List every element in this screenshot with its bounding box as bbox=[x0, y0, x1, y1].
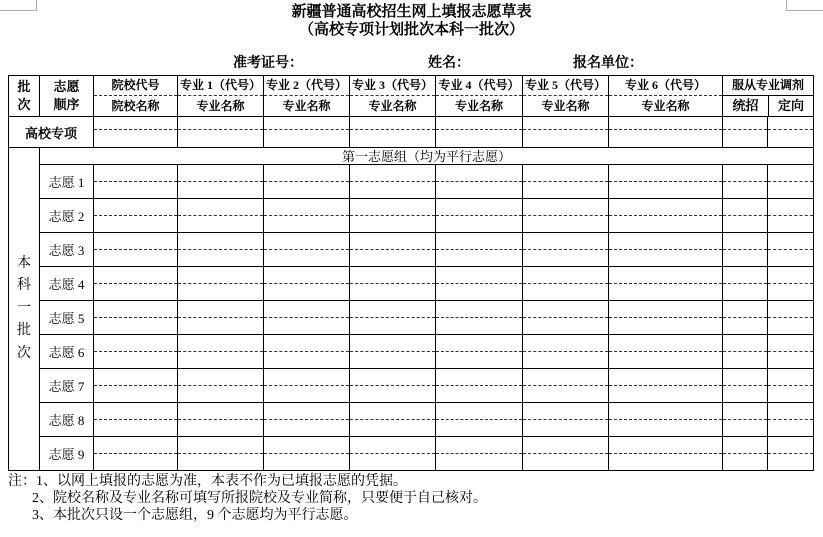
entry-cell bbox=[264, 199, 350, 233]
entry-cell bbox=[350, 335, 436, 369]
major-5-header-cell bbox=[523, 76, 609, 117]
entry-cell bbox=[350, 437, 436, 471]
entry-cell bbox=[178, 369, 264, 403]
entry-cell bbox=[178, 117, 264, 148]
group-header-label: 第一志愿组（均为平行志愿） bbox=[40, 148, 814, 165]
preference-row-3 bbox=[9, 233, 814, 267]
preference-row-label: 志愿 7 bbox=[40, 369, 94, 403]
entry-cell bbox=[94, 437, 178, 471]
entry-cell bbox=[264, 437, 350, 471]
major-5-code-label: 专业 5（代号） bbox=[523, 76, 608, 96]
order-header-cell bbox=[40, 76, 94, 117]
entry-cell bbox=[94, 267, 178, 301]
major-5-name-label: 专业名称 bbox=[541, 99, 590, 113]
entry-cell bbox=[264, 301, 350, 335]
entry-cell bbox=[178, 301, 264, 335]
preference-row-8 bbox=[9, 403, 814, 437]
major-1-name-label: 专业名称 bbox=[196, 99, 245, 113]
exam-number-label: 准考证号： bbox=[233, 54, 303, 70]
entry-cell bbox=[609, 403, 723, 437]
entry-cell bbox=[523, 233, 609, 267]
preference-row-label: 志愿 8 bbox=[40, 403, 94, 437]
footnote-2: 2、院校名称及专业名称可填写所报院校及专业简称，只要便于自己核对。 bbox=[32, 491, 487, 506]
group-header-row bbox=[9, 148, 814, 165]
preference-row-6 bbox=[9, 335, 814, 369]
entry-cell bbox=[523, 117, 609, 148]
entry-cell bbox=[436, 267, 523, 301]
preference-row-1 bbox=[9, 165, 814, 199]
entry-cell bbox=[723, 369, 768, 403]
entry-cell bbox=[264, 233, 350, 267]
major-2-name-label: 专业名称 bbox=[282, 99, 331, 113]
entry-cell bbox=[436, 117, 523, 148]
entry-cell bbox=[723, 403, 768, 437]
entry-cell bbox=[350, 233, 436, 267]
preference-row-5 bbox=[9, 301, 814, 335]
entry-cell bbox=[436, 437, 523, 471]
major-4-name-label: 专业名称 bbox=[454, 99, 503, 113]
entry-cell bbox=[723, 233, 768, 267]
preference-row-9 bbox=[9, 437, 814, 471]
entry-cell bbox=[523, 369, 609, 403]
special-program-label: 高校专项 bbox=[9, 117, 94, 148]
entry-cell bbox=[768, 199, 814, 233]
entry-cell bbox=[264, 403, 350, 437]
entry-cell bbox=[436, 369, 523, 403]
batch-side-cell bbox=[9, 148, 40, 471]
major-4-header-cell bbox=[436, 76, 523, 117]
entry-cell bbox=[609, 437, 723, 471]
entry-cell bbox=[350, 117, 436, 148]
entry-cell bbox=[723, 267, 768, 301]
entry-cell bbox=[523, 301, 609, 335]
entry-cell bbox=[350, 165, 436, 199]
entry-cell bbox=[436, 301, 523, 335]
major-3-name-label: 专业名称 bbox=[368, 99, 417, 113]
entry-cell bbox=[523, 165, 609, 199]
preference-row-2 bbox=[9, 199, 814, 233]
adjustment-header-cell bbox=[723, 76, 814, 117]
special-program-row bbox=[9, 117, 814, 148]
preference-row-label: 志愿 9 bbox=[40, 437, 94, 471]
entry-cell bbox=[178, 403, 264, 437]
entry-cell bbox=[523, 199, 609, 233]
name-label: 姓名： bbox=[428, 54, 470, 70]
entry-cell bbox=[178, 267, 264, 301]
entry-cell bbox=[768, 437, 814, 471]
entry-cell bbox=[436, 233, 523, 267]
preference-row-7 bbox=[9, 369, 814, 403]
entry-cell bbox=[350, 403, 436, 437]
entry-cell bbox=[436, 165, 523, 199]
entry-cell bbox=[264, 369, 350, 403]
batch-header-cell bbox=[9, 76, 40, 117]
entry-cell bbox=[523, 335, 609, 369]
major-2-code-label: 专业 2（代号） bbox=[264, 76, 349, 96]
preference-row-label: 志愿 5 bbox=[40, 301, 94, 335]
form-subtitle: （高校专项计划批次本科一批次） bbox=[298, 21, 524, 38]
entry-cell bbox=[94, 233, 178, 267]
entry-cell bbox=[436, 403, 523, 437]
entry-cell bbox=[436, 335, 523, 369]
header-row bbox=[9, 76, 814, 117]
preference-row-label: 志愿 4 bbox=[40, 267, 94, 301]
entry-cell bbox=[609, 369, 723, 403]
entry-cell bbox=[94, 117, 178, 148]
entry-cell bbox=[609, 267, 723, 301]
entry-cell bbox=[94, 403, 178, 437]
footnote-1: 注：1、以网上填报的志愿为准，本表不作为已填报志愿的凭据。 bbox=[8, 474, 407, 489]
preference-form-table bbox=[8, 75, 814, 471]
major-2-header-cell bbox=[264, 76, 350, 117]
entry-cell bbox=[94, 199, 178, 233]
entry-cell bbox=[768, 301, 814, 335]
major-6-code-label: 专业 6（代号） bbox=[609, 76, 722, 96]
entry-cell bbox=[264, 267, 350, 301]
entry-cell bbox=[723, 301, 768, 335]
entry-cell bbox=[350, 301, 436, 335]
unified-recruit-label: 统招 bbox=[732, 98, 759, 113]
entry-cell bbox=[768, 267, 814, 301]
entry-cell bbox=[609, 335, 723, 369]
batch-header-label: 批次 bbox=[17, 79, 31, 112]
entry-cell bbox=[178, 437, 264, 471]
major-6-name-label: 专业名称 bbox=[641, 99, 690, 113]
major-4-code-label: 专业 4（代号） bbox=[436, 76, 522, 96]
entry-cell bbox=[94, 301, 178, 335]
registration-unit-label: 报名单位： bbox=[573, 54, 643, 70]
form-title: 新疆普通高校招生网上填报志愿草表 bbox=[291, 3, 532, 20]
major-6-header-cell bbox=[609, 76, 723, 117]
entry-cell bbox=[94, 369, 178, 403]
entry-cell bbox=[94, 165, 178, 199]
major-1-header-cell bbox=[178, 76, 264, 117]
entry-cell bbox=[523, 403, 609, 437]
college-name-label: 院校名称 bbox=[111, 99, 160, 113]
entry-cell bbox=[178, 199, 264, 233]
entry-cell bbox=[350, 267, 436, 301]
adjustment-sub-row bbox=[723, 96, 813, 116]
entry-cell bbox=[768, 117, 814, 148]
entry-cell bbox=[609, 301, 723, 335]
adjustment-header-label: 服从专业调剂 bbox=[723, 76, 813, 96]
entry-cell bbox=[768, 403, 814, 437]
order-header-label: 志愿顺序 bbox=[53, 79, 80, 112]
entry-cell bbox=[768, 165, 814, 199]
entry-cell bbox=[723, 165, 768, 199]
college-code-label: 院校代号 bbox=[94, 76, 177, 96]
entry-cell bbox=[723, 335, 768, 369]
entry-cell bbox=[609, 233, 723, 267]
entry-cell bbox=[768, 335, 814, 369]
footnote-3: 3、本批次只设一个志愿组，9 个志愿均为平行志愿。 bbox=[32, 508, 358, 523]
preference-row-4 bbox=[9, 267, 814, 301]
entry-cell bbox=[94, 335, 178, 369]
major-3-code-label: 专业 3（代号） bbox=[350, 76, 435, 96]
entry-cell bbox=[523, 267, 609, 301]
title-block bbox=[0, 3, 823, 39]
entry-cell bbox=[178, 165, 264, 199]
entry-cell bbox=[523, 437, 609, 471]
entry-cell bbox=[350, 199, 436, 233]
directed-recruit-label: 定向 bbox=[768, 96, 813, 116]
entry-cell bbox=[768, 369, 814, 403]
preference-row-label: 志愿 1 bbox=[40, 165, 94, 199]
entry-cell bbox=[264, 335, 350, 369]
preference-row-label: 志愿 6 bbox=[40, 335, 94, 369]
footnotes bbox=[8, 473, 487, 524]
preference-row-label: 志愿 2 bbox=[40, 199, 94, 233]
entry-cell bbox=[178, 335, 264, 369]
batch-side-label: 本科一批次 bbox=[16, 256, 31, 361]
entry-cell bbox=[768, 233, 814, 267]
preference-row-label: 志愿 3 bbox=[40, 233, 94, 267]
entry-cell bbox=[178, 233, 264, 267]
major-1-code-label: 专业 1（代号） bbox=[178, 76, 263, 96]
entry-cell bbox=[609, 199, 723, 233]
entry-cell bbox=[264, 117, 350, 148]
entry-cell bbox=[350, 369, 436, 403]
college-header-cell bbox=[94, 76, 178, 117]
entry-cell bbox=[264, 165, 350, 199]
entry-cell bbox=[609, 117, 723, 148]
entry-cell bbox=[723, 437, 768, 471]
entry-cell bbox=[723, 199, 768, 233]
entry-cell bbox=[723, 117, 768, 148]
entry-cell bbox=[436, 199, 523, 233]
major-3-header-cell bbox=[350, 76, 436, 117]
entry-cell bbox=[609, 165, 723, 199]
